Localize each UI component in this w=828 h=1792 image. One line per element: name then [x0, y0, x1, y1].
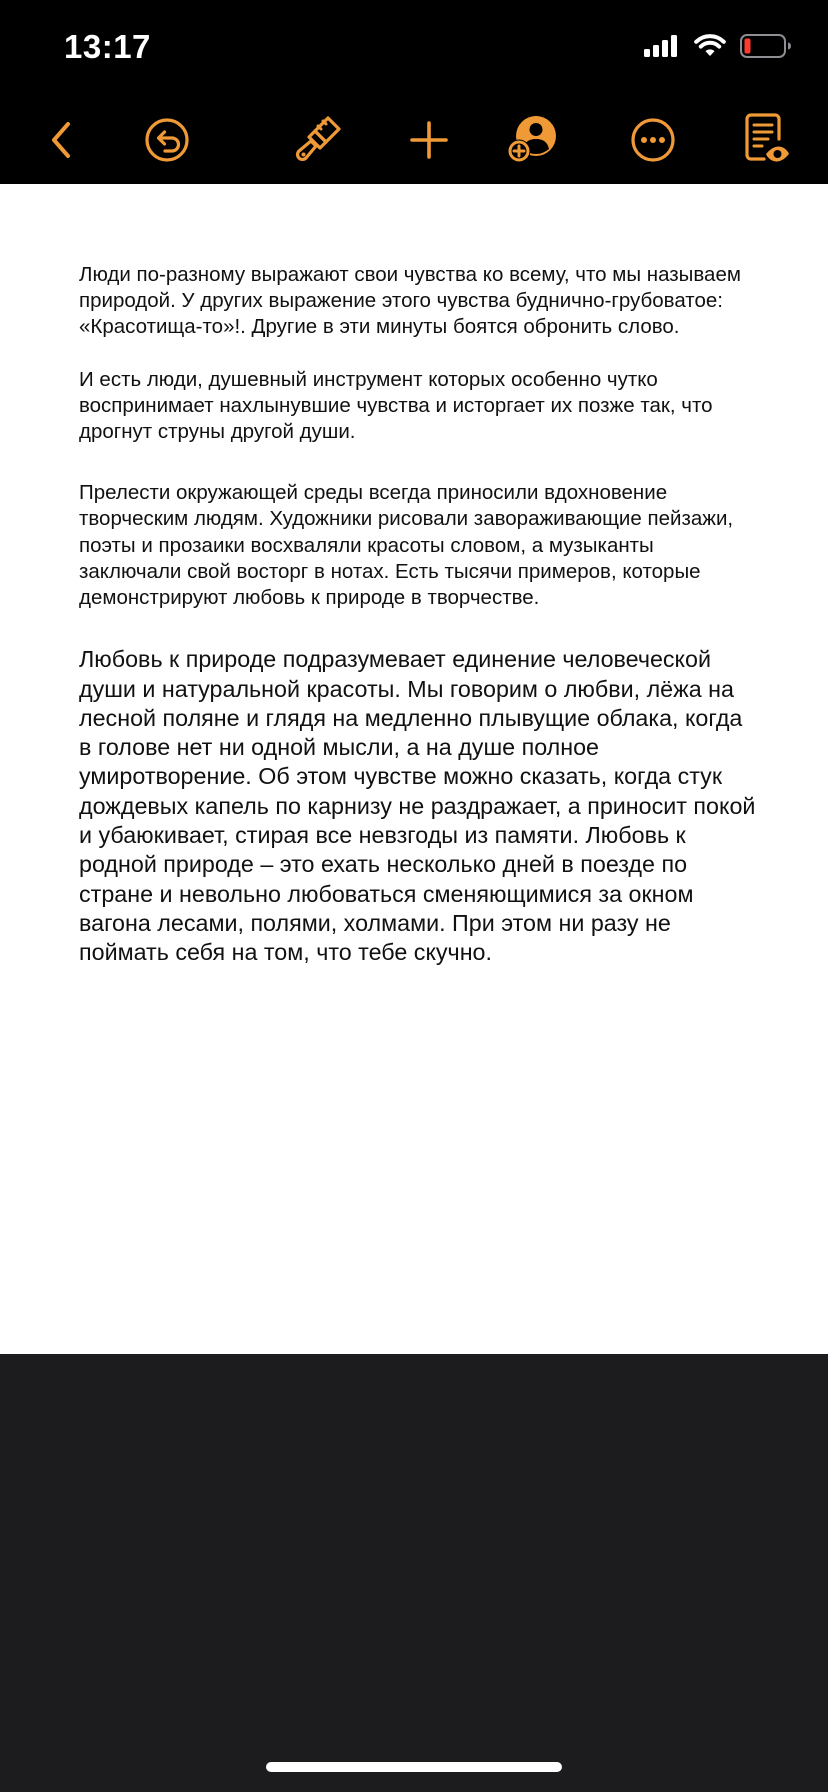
add-person-icon	[506, 114, 562, 171]
more-button[interactable]	[627, 116, 679, 168]
document-page[interactable]	[0, 184, 828, 1354]
insert-button[interactable]	[403, 116, 455, 168]
collaborate-button[interactable]	[508, 116, 560, 168]
document-body[interactable]	[79, 262, 759, 968]
paintbrush-icon	[295, 114, 343, 171]
chevron-left-icon	[42, 118, 82, 167]
undo-icon	[143, 116, 191, 169]
wifi-icon	[694, 34, 726, 63]
battery-low-icon	[740, 34, 792, 63]
home-indicator[interactable]	[266, 1762, 562, 1772]
reading-view-button[interactable]	[740, 116, 792, 168]
format-button[interactable]	[293, 116, 345, 168]
document-paragraph-3[interactable]: Прелести окружающей среды всегда приносили вдохновение творческим людям. Художники рисовали завораживающие пейзажи, поэты и прозаики восхваляли красоты словом, а музыканты заключали свой восторг в нотах. Есть тысячи примеров, которые демонстрируют любовь к природе в творчестве.	[79, 481, 734, 610]
status-icons	[644, 34, 792, 63]
status-bar	[0, 0, 828, 96]
cellular-signal-icon	[644, 35, 680, 62]
undo-button[interactable]	[141, 116, 193, 168]
ellipsis-circle-icon	[629, 116, 677, 169]
status-time: 13:17	[64, 28, 151, 65]
back-button[interactable]	[36, 116, 88, 168]
document-toolbar	[0, 96, 828, 184]
document-paragraph-4[interactable]: Любовь к природе подразумевает единение человеческой души и натуральной красоты. Мы говорим о любви, лёжа на лесной поляне и глядя на медленно плывущие облака, когда в голове нет ни одной мысли, а на душе полное умиротворение. Об этом чувстве можно сказать, когда стук дождевых капель по карнизу не раздражает, а приносит покой и убаюкивает, стирая все невзгоды из памяти. Любовь к родной природе – это ехать несколько дней в поезде по стране и невольно любоваться сменяющимися за окном вагона лесами, полями, холмами. При этом ни разу не поймать себя на том, что тебе скучно.	[79, 646, 756, 966]
document-paragraph-1[interactable]: Люди по-разному выражают свои чувства ко всему, что мы называем природой. У других выражение этого чувства буднично-грубоватое: «Красотища-то»!. Другие в эти минуты боятся обронить слово.	[79, 263, 741, 339]
document-eye-icon	[742, 113, 790, 172]
plus-icon	[408, 119, 450, 166]
document-paragraph-2[interactable]: И есть люди, душевный инструмент которых особенно чутко воспринимает нахлынувшие чувства и исторгает их позже так, что дрогнут струны другой души.	[79, 367, 713, 444]
